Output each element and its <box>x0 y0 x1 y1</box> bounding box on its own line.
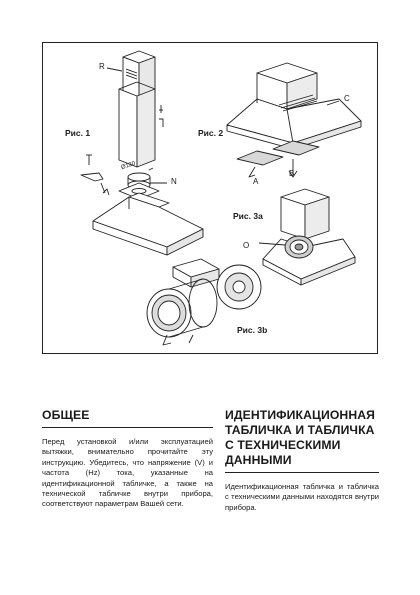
label-a: A <box>253 177 259 186</box>
section-plates-divider <box>225 472 379 473</box>
section-plates <box>225 408 379 513</box>
caption-fig2: Рис. 2 <box>198 128 224 138</box>
section-plates-body: Идентификационная табличка и табличка с техническими данными находятся внутри прибора. <box>225 482 379 512</box>
section-plates-title: ИДЕНТИФИКАЦИОННАЯ ТАБЛИЧКА И ТАБЛИЧКА С ТЕХНИЧЕСКИМИ ДАННЫМИ <box>225 408 375 467</box>
label-b: B <box>289 169 295 178</box>
fig1-chimney <box>107 51 163 167</box>
section-general-title: ОБЩЕЕ <box>42 408 90 422</box>
figure-panel <box>42 42 378 354</box>
label-c: C <box>344 94 350 103</box>
label-dimension: Ø120 <box>120 160 137 172</box>
installation-illustrations <box>43 43 379 355</box>
label-r: R <box>99 62 105 71</box>
fig1-hood <box>93 193 203 255</box>
label-o: O <box>243 241 250 250</box>
caption-fig3b: Рис. 3b <box>237 325 268 335</box>
fig2-filters <box>237 141 319 177</box>
section-general-divider <box>42 427 213 428</box>
section-general-body: Перед установкой и/или эксплуатацией вытяжки, внимательно прочитайте эту инструкцию. Убедитесь, что напряжение (V) и частота (Hz) тока, указанные на идентификационной табличке, а также на технической табличке внутри прибора, соответствуют параметрам Вашей сети. <box>42 437 213 509</box>
caption-fig3a: Рис. 3a <box>233 211 263 221</box>
section-general <box>42 408 213 510</box>
caption-fig1: Рис. 1 <box>65 128 91 138</box>
fig2-hood <box>227 63 361 149</box>
label-n: N <box>171 177 177 186</box>
fig3a-hood <box>259 189 355 285</box>
